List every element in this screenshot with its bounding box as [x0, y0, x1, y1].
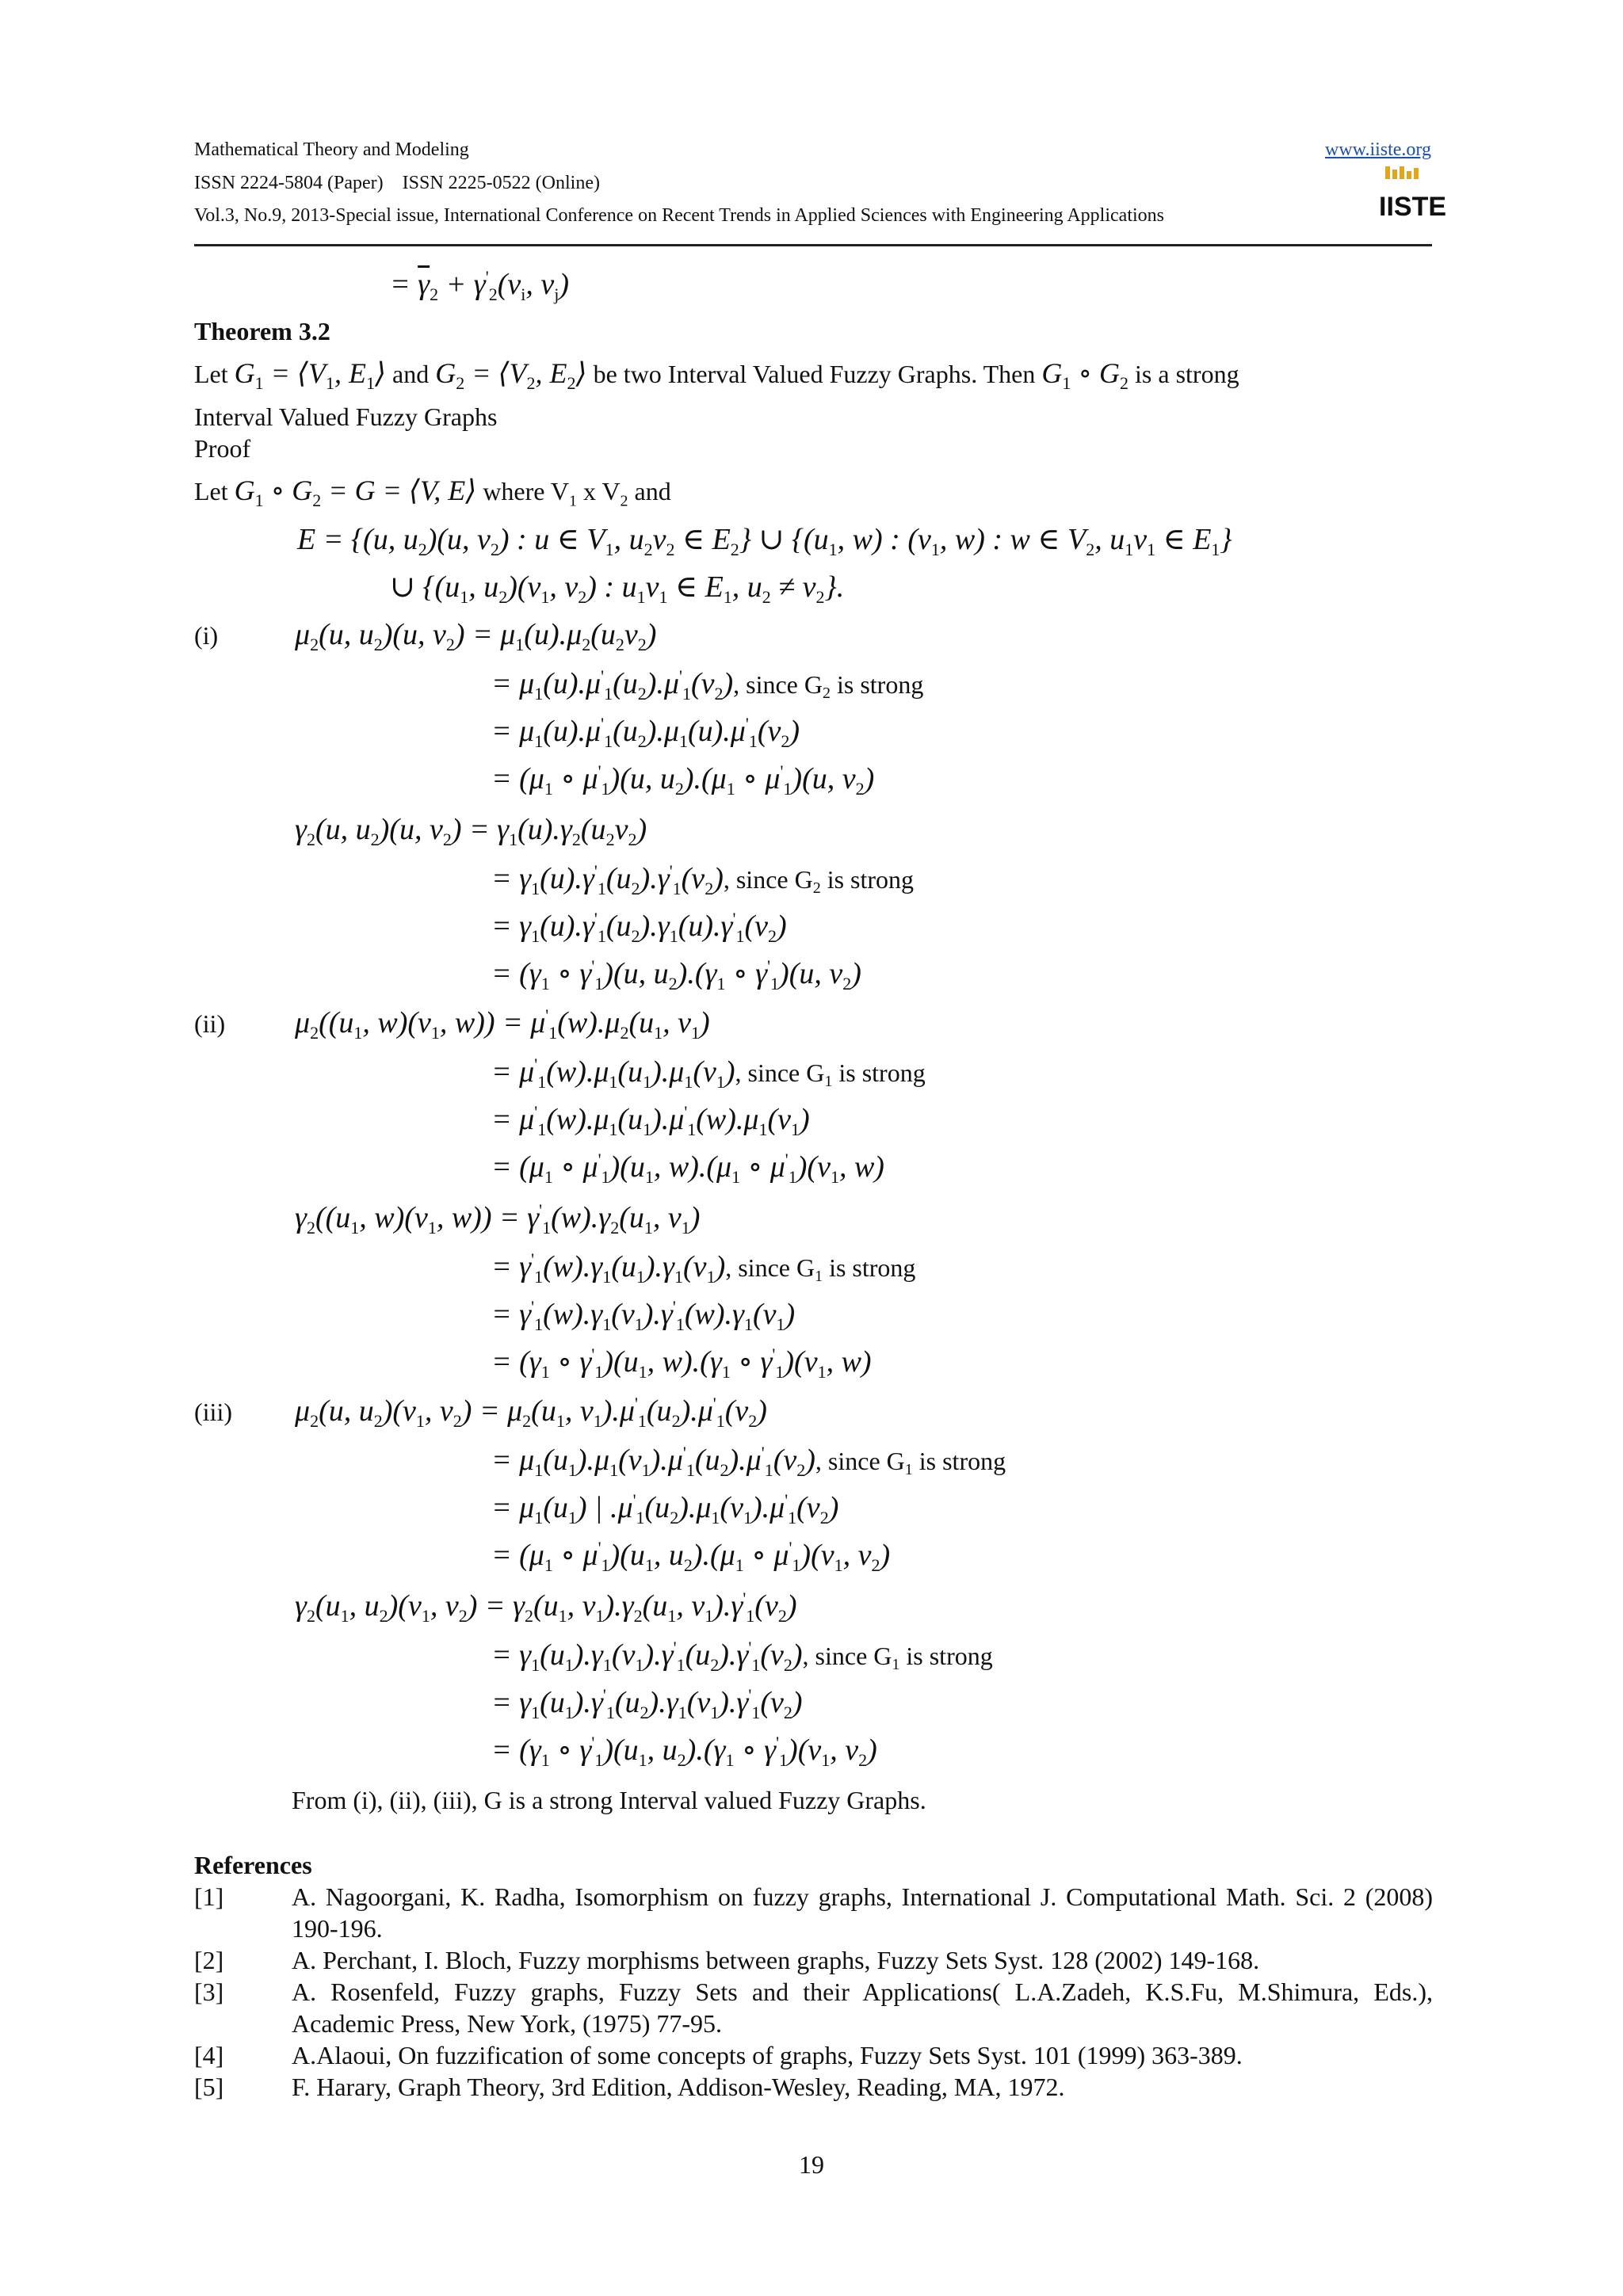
svg-text:IISTE: IISTE	[1379, 192, 1447, 222]
references-heading: References	[194, 1851, 312, 1879]
equation-ii-mu-4: = ($\mu_1$ ∘ $\mu'_1)(u_1$, $w).(\mu_1$ ∘ $\mu'_1)(v_1$, w)	[491, 1150, 884, 1187]
equation-i-mu-3: = $\mu_1(u).\mu'_1(u_2).\mu_1(u).\mu'_1(v_2)$	[491, 714, 800, 751]
proof-let-line: Let $G_1$ ∘ $G_2 = G$ = ⟨V, E⟩ where $V_1$ x $V_2$ and	[194, 475, 671, 510]
equation-i-gamma-1: $\gamma_2(u$, $u_2)(u$, $v_2) = \gamma_1(u).\gamma_2(u_2v_2)$	[295, 813, 647, 849]
theorem-title: Theorem 3.2	[194, 317, 330, 345]
equation-i-mu-2: = $\mu_1(u).\mu'_1(u_2).\mu'_1(v_2)$, since $G_2$ is strong	[491, 666, 924, 704]
equation-ii-mu-1: $\mu_2((u_1$, $w)(v_1$, $w)) = \mu'_1(w).\mu_2(u_1$, $v_1$)	[295, 1005, 710, 1043]
equation-iii-gamma-4: = ($\gamma_1$ ∘ $\gamma'_1)(u_1$, $u_2).(\gamma_1$ ∘ $\gamma'_1)(v_1$, $v_2$)	[491, 1733, 877, 1770]
equation-iii-gamma-1: $\gamma_2(u_1$, $u_2)(v_1$, $v_2) = \gamma_2(u_1$, $v_1).\gamma_2(u_1$, $v_1).\gamma'_1(v_2)$	[295, 1589, 797, 1626]
equation-i-mu-4: = ($\mu_1$ ∘ $\mu'_1)(u$, $u_2).(\mu_1$ ∘ $\mu'_1)(u$, $v_2$)	[491, 761, 875, 799]
equation-i-gamma-2: = $\gamma_1(u).\gamma'_1(u_2).\gamma'_1(v_2)$, since $G_2$ is strong	[491, 861, 915, 898]
case-label-i: (i)	[194, 621, 219, 650]
equation-ii-gamma-3: = $\gamma'_1(w).\gamma_1(v_1).\gamma'_1(w).\gamma_1(v_1)$	[491, 1297, 796, 1334]
reference-number: [2]	[194, 1946, 224, 1974]
equation-i-mu-1: $\mu_2(u$, $u_2)(u$, $v_2) = \mu_1(u).\mu_2(u_2v_2)$	[295, 618, 657, 654]
equation-iii-mu-1: $\mu_2(u$, $u_2)(v_1$, $v_2) = \mu_2(u_1$, $v_1).\mu'_1(u_2).\mu'_1(v_2)$	[295, 1394, 767, 1431]
equation-ii-gamma-4: = ($\gamma_1$ ∘ $\gamma'_1)(u_1$, $w).(\gamma_1$ ∘ $\gamma'_1)(v_1$, w)	[491, 1344, 872, 1382]
journal-title: Mathematical Theory and Modeling	[194, 139, 469, 160]
statement-end: is a strong	[1135, 360, 1239, 388]
statement-line-2: Interval Valued Fuzzy Graphs	[194, 402, 498, 431]
theorem-statement: Let $G_1$ = $⟨V_1$, $E_1⟩$ and $G_2$ = $⟨V_2$, $E_2⟩$ be two Interval Valued Fuzzy Graphs. Then $G_1$ ∘ $G_2$ is a strong	[194, 357, 1239, 393]
case-label-iii: (iii)	[194, 1398, 232, 1426]
equation-carryover: = $\overline{\gamma}_2 + \gamma'_2(v_i$, $v_j$)	[390, 267, 570, 304]
reference-text: A. Nagoorgani, K. Radha, Isomorphism on fuzzy graphs, International J. Computational Math. Sci. 2 (2008) 190-196.	[292, 1882, 1433, 1943]
equation-edge-set-2: ∪ {($u_1$, $u_2)(v_1$, $v_2$) : $u_1v_1$ ∈ $E_1$, $u_2 \ne v_2$}.	[390, 570, 845, 607]
reference-text: A.Alaoui, On fuzzification of some concepts of graphs, Fuzzy Sets Syst. 101 (1999) 363-389.	[292, 2041, 1243, 2069]
equation-iii-gamma-2: = $\gamma_1(u_1).\gamma_1(v_1).\gamma'_1(u_2).\gamma'_1(v_2)$, since $G_1$ is strong	[491, 1638, 993, 1675]
word-and: and	[392, 360, 430, 388]
equation-iii-gamma-3: = $\gamma_1(u_1).\gamma'_1(u_2).\gamma_1(v_1).\gamma'_1(v_2)$	[491, 1685, 803, 1722]
equation-iii-mu-4: = ($\mu_1$ ∘ $\mu'_1)(u_1$, $u_2).(\mu_1$ ∘ $\mu'_1)(v_1$, $v_2$)	[491, 1538, 891, 1575]
header-rule	[194, 244, 1432, 246]
equation-ii-gamma-2: = $\gamma'_1(w).\gamma_1(u_1).\gamma_1(v_1)$, since $G_1$ is strong	[491, 1249, 916, 1287]
equation-i-gamma-4: = ($\gamma_1$ ∘ $\gamma'_1)(u$, $u_2).(\gamma_1$ ∘ $\gamma'_1)(u$, $v_2$)	[491, 956, 861, 994]
note-g2-strong: , since $G_2$ is strong	[733, 670, 924, 702]
equation-edge-set-1: E = {(u, $u_2)(u$, $v_2$) : u ∈ $V_1$, $u_2v_2$ ∈ $E_2$} ∪ {($u_1$, w) : ($v_1$, w) : w ∈ $V_2$, $u_1v_1$ ∈ $E_1$}	[297, 523, 1232, 559]
reference-text: A. Perchant, I. Bloch, Fuzzy morphisms between graphs, Fuzzy Sets Syst. 128 (2002) 149-168.	[292, 1946, 1260, 1974]
equation-iii-mu-2: = $\mu_1(u_1).\mu_1(v_1).\mu'_1(u_2).\mu'_1(v_2)$, since $G_1$ is strong	[491, 1443, 1006, 1480]
equation-ii-mu-3: = $\mu'_1(w).\mu_1(u_1).\mu'_1(w).\mu_1(v_1)$	[491, 1102, 810, 1139]
case-label-ii: (ii)	[194, 1009, 226, 1038]
equation-i-gamma-3: = $\gamma_1(u).\gamma'_1(u_2).\gamma_1(u).\gamma'_1(v_2)$	[491, 909, 787, 946]
volume-line: Vol.3, No.9, 2013-Special issue, International Conference on Recent Trends in Applied Sciences with Engineering Applications	[194, 205, 1164, 226]
page-number: 19	[799, 2150, 824, 2179]
reference-text: A. Rosenfeld, Fuzzy graphs, Fuzzy Sets and their Applications( L.A.Zadeh, K.S.Fu, M.Shimura, Eds.), Academic Press, New York, (1975) 77-95.	[292, 1978, 1433, 2038]
reference-number: [3]	[194, 1978, 224, 2006]
equation-iii-mu-3: = $\mu_1(u_1)$ | $.\mu'_1(u_2).\mu_1(v_1).\mu'_1(v_2)$	[491, 1490, 839, 1527]
reference-text: F. Harary, Graph Theory, 3rd Edition, Addison-Wesley, Reading, MA, 1972.	[292, 2073, 1065, 2101]
reference-number: [4]	[194, 2041, 224, 2069]
conclusion-text: From (i), (ii), (iii), G is a strong Interval valued Fuzzy Graphs.	[292, 1786, 926, 1814]
issn-line: ISSN 2224-5804 (Paper) ISSN 2225-0522 (Online)	[194, 173, 600, 193]
reference-number: [1]	[194, 1882, 224, 1911]
equation-ii-mu-2: = $\mu'_1(w).\mu_1(u_1).\mu_1(v_1)$, since $G_1$ is strong	[491, 1055, 926, 1092]
word-let: Let	[194, 360, 228, 388]
reference-number: [5]	[194, 2073, 224, 2101]
statement-middle: be two Interval Valued Fuzzy Graphs. Then	[593, 360, 1036, 388]
equation-ii-gamma-1: $\gamma_2((u_1$, $w)(v_1$, $w)) = \gamma'_1(w).\gamma_2(u_1$, $v_1$)	[295, 1200, 701, 1238]
proof-label: Proof	[194, 434, 251, 463]
iiste-logo	[1377, 165, 1447, 227]
journal-url-link[interactable]: www.iiste.org	[1325, 139, 1431, 160]
